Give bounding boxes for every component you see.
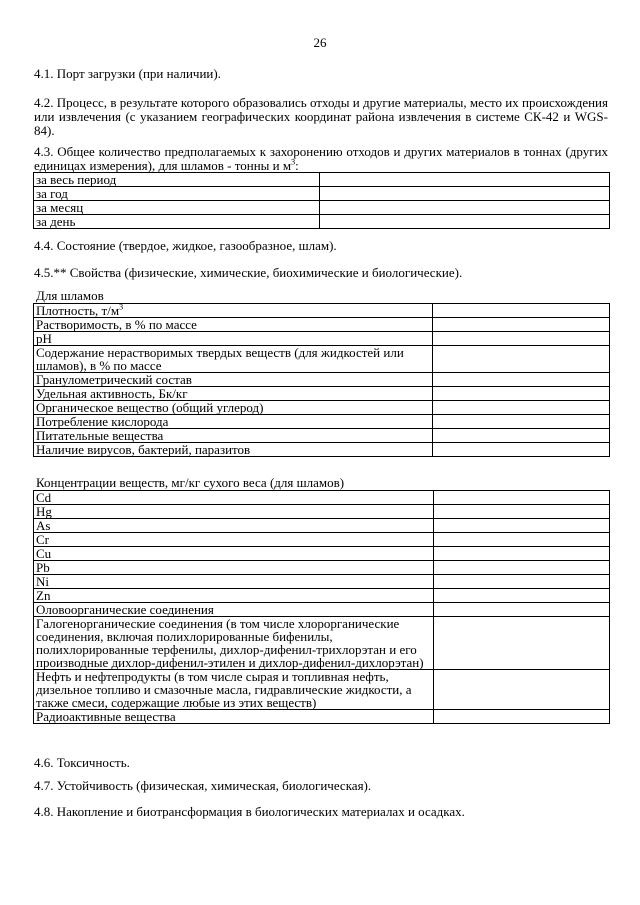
table-row: [34, 617, 610, 670]
concentration-value-cell[interactable]: [434, 505, 610, 519]
property-value-cell[interactable]: [433, 332, 610, 346]
substance-label: Галогенорганические соединения (в том числе хлорорганические соединения, включая полихлорированные бифенилы, полихлорированные терфенилы, дихлор-дифенил-трихлорэтан и его производные дихлор-дифенил-этилен и дихлор-дифенил-дихлорэтан): [34, 617, 434, 670]
table-row: [34, 304, 610, 318]
property-label: Наличие вирусов, бактерий, паразитов: [34, 443, 433, 457]
property-label: Органическое вещество (общий углерод): [34, 401, 433, 415]
property-value-cell[interactable]: [433, 443, 610, 457]
property-label: Удельная активность, Бк/кг: [34, 387, 433, 401]
section-4-3-text: 4.3. Общее количество предполагаемых к захоронению отходов и других материалов в тоннах (других единицах измерения), для шламов - тонны и м: [34, 144, 608, 173]
table-row: [34, 561, 610, 575]
substance-label: Нефть и нефтепродукты (в том числе сырая и топливная нефть, дизельное топливо и смазочные масла, гидравлические жидкости, а также смеси, содержащие любые из этих веществ): [34, 670, 434, 710]
property-value-cell[interactable]: [433, 401, 610, 415]
table-row: [34, 575, 610, 589]
quantity-label: за месяц: [34, 201, 320, 215]
section-4-3: [34, 145, 608, 173]
substance-label: Радиоактивные вещества: [34, 710, 434, 724]
quantity-label: за весь период: [34, 173, 320, 187]
table-row: [34, 519, 610, 533]
page-number: 26: [313, 35, 327, 50]
table-row: [34, 346, 610, 373]
substance-label: Cd: [34, 491, 434, 505]
concentration-value-cell[interactable]: [434, 561, 610, 575]
quantity-value-cell[interactable]: [320, 173, 610, 187]
table-row: [34, 332, 610, 346]
table-row: [34, 387, 610, 401]
section-4-3-tail: :: [295, 158, 299, 173]
table-row: [34, 505, 610, 519]
sludge-table-caption: Для шламов: [36, 288, 104, 303]
section-4-1: 4.1. Порт загрузки (при наличии).: [34, 66, 221, 81]
quantity-label: за день: [34, 215, 320, 229]
section-4-3-sup: 3: [291, 157, 296, 167]
table-row: [34, 415, 610, 429]
table-row: [34, 533, 610, 547]
concentration-value-cell[interactable]: [434, 533, 610, 547]
property-value-cell[interactable]: [433, 387, 610, 401]
table-row: [34, 215, 610, 229]
table-row: [34, 547, 610, 561]
concentration-value-cell[interactable]: [434, 575, 610, 589]
property-label-sup: 3: [119, 302, 124, 312]
substance-label: Cu: [34, 547, 434, 561]
concentration-value-cell[interactable]: [434, 491, 610, 505]
property-label: Гранулометрический состав: [34, 373, 433, 387]
table-row: [34, 401, 610, 415]
quantity-value-cell[interactable]: [320, 187, 610, 201]
substance-label: As: [34, 519, 434, 533]
table-row: [34, 589, 610, 603]
quantity-table: [33, 172, 610, 229]
section-4-6: 4.6. Токсичность.: [34, 755, 130, 770]
substance-label: Pb: [34, 561, 434, 575]
property-value-cell[interactable]: [433, 429, 610, 443]
property-value-cell[interactable]: [433, 373, 610, 387]
sludge-properties-table: [33, 303, 610, 457]
substance-label: Ni: [34, 575, 434, 589]
concentration-value-cell[interactable]: [434, 710, 610, 724]
table-row: [34, 429, 610, 443]
property-label: pH: [34, 332, 433, 346]
table-row: [34, 173, 610, 187]
substance-label: Hg: [34, 505, 434, 519]
table-row: [34, 710, 610, 724]
property-value-cell[interactable]: [433, 304, 610, 318]
concentration-value-cell[interactable]: [434, 617, 610, 670]
concentration-value-cell[interactable]: [434, 670, 610, 710]
property-label: Питательные вещества: [34, 429, 433, 443]
concentration-value-cell[interactable]: [434, 547, 610, 561]
concentration-value-cell[interactable]: [434, 603, 610, 617]
property-label-text: Плотность, т/м: [36, 303, 120, 318]
property-label: [34, 304, 433, 318]
substance-label: Cr: [34, 533, 434, 547]
section-4-8: 4.8. Накопление и биотрансформация в биологических материалах и осадках.: [34, 804, 465, 819]
table-row: [34, 670, 610, 710]
concentrations-table-caption: Концентрации веществ, мг/кг сухого веса (для шламов): [36, 475, 345, 490]
property-label: Содержание нерастворимых твердых веществ (для жидкостей или шламов), в % по массе: [34, 346, 433, 373]
substance-label: Оловоорганические соединения: [34, 603, 434, 617]
section-4-7: 4.7. Устойчивость (физическая, химическая, биологическая).: [34, 778, 372, 793]
quantity-value-cell[interactable]: [320, 215, 610, 229]
section-4-4: 4.4. Состояние (твердое, жидкое, газообразное, шлам).: [34, 238, 337, 253]
table-row: [34, 318, 610, 332]
table-row: [34, 491, 610, 505]
section-4-5: 4.5.** Свойства (физические, химические, биохимические и биологические).: [34, 265, 463, 280]
table-row: [34, 373, 610, 387]
table-row: [34, 187, 610, 201]
table-row: [34, 603, 610, 617]
property-label: Растворимость, в % по массе: [34, 318, 433, 332]
section-4-2: 4.2. Процесс, в результате которого образовались отходы и другие материалы, место их происхождения или извлечения (с указанием географических координат района извлечения в системе СК-42 и WGS-84).: [34, 95, 608, 138]
concentrations-table: [33, 490, 610, 724]
table-row: [34, 201, 610, 215]
table-row: [34, 443, 610, 457]
property-value-cell[interactable]: [433, 415, 610, 429]
substance-label: Zn: [34, 589, 434, 603]
quantity-value-cell[interactable]: [320, 201, 610, 215]
property-label: Потребление кислорода: [34, 415, 433, 429]
property-value-cell[interactable]: [433, 346, 610, 373]
concentration-value-cell[interactable]: [434, 589, 610, 603]
quantity-label: за год: [34, 187, 320, 201]
property-value-cell[interactable]: [433, 318, 610, 332]
concentration-value-cell[interactable]: [434, 519, 610, 533]
